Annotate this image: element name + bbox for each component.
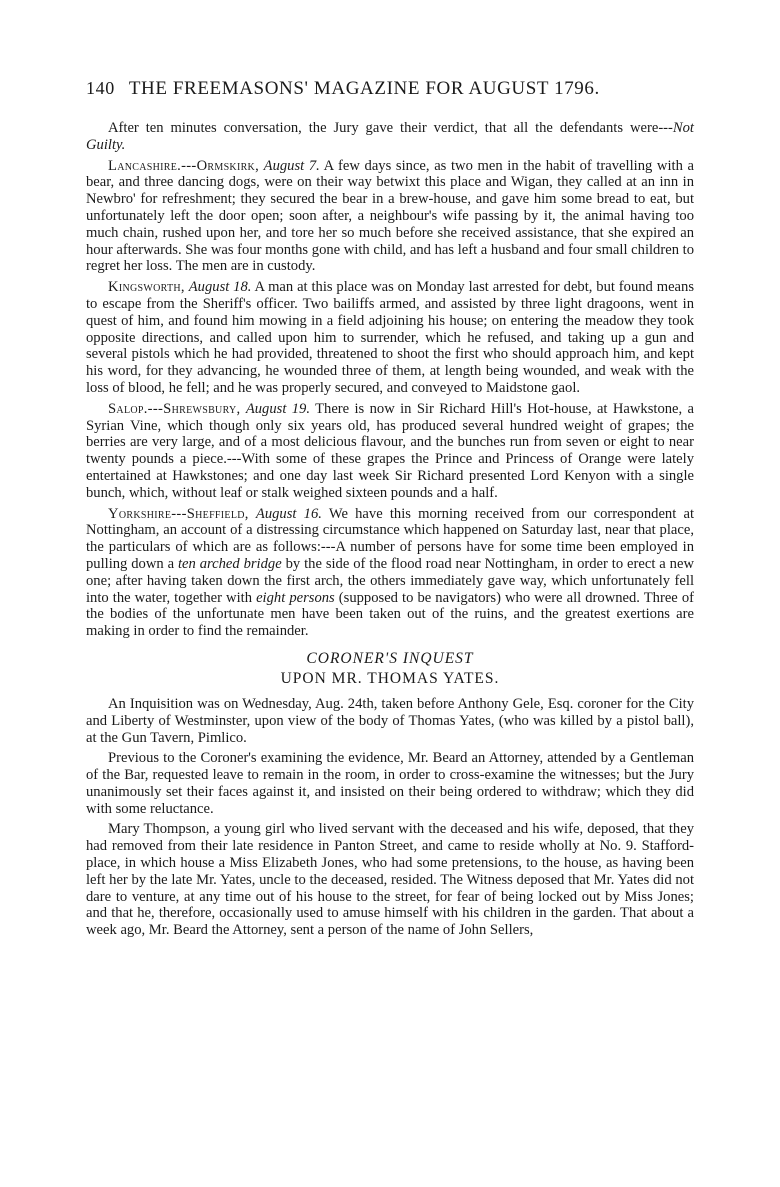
paragraph-text: (supposed to be navigators) who were all drowned. Three of the bodies of the unfortunate men have been taken out of the ruins, and the greatest exertions are making in order to find the remainder. xyxy=(86,589,694,640)
paragraph-previous: Previous to the Coroner's examining the evidence, Mr. Beard an Attorney, attended by a Gentleman of the Bar, requested leave to remain in the room, in order to cross-examine the witnesses; but the Jury unanimously set their faces against it, and insisted on their being ordered to withdraw; which they did with some reluctance. xyxy=(86,750,694,817)
page-title: THE FREEMASONS' MAGAZINE FOR AUGUST 1796. xyxy=(128,78,600,99)
paragraph-mary-thompson: Mary Thompson, a young girl who lived servant with the deceased and his wife, deposed, that they had removed from their late residence in Panton Street, and came to reside wholly at No. 9. Stafford-place, in which house a Miss Elizabeth Jones, who had some pretensions, to the house, as having been left her by the late Mr. Yates, uncle to the deceased, resided. The Witness deposed that Mr. Yates did not dare to venture, at any time out of his house to the street, for fear of being locked out by Miss Jones; and that he, therefore, occasionally used to amuse himself with his children in the garden. That about a week ago, Mr. Beard the Attorney, sent a person of the name of John Sellers, xyxy=(86,821,694,939)
place-heading: Kingsworth, xyxy=(108,279,185,296)
paragraph-text: A man at this place was on Monday last arrested for debt, but found means to escape from the Sheriff's officer. Two bailiffs armed, and assisted by three light dragoons, went in quest of him, and found him mowing in a field adjoining his house; on entering the meadow they took opposite directions, and called upon him to surrender, which he refused, and taking up a gun and several pistols which he had provided, threatened to shoot the first who should approach him, and kept his word, for they advancing, he wounded three of them, at length being wounded, and weak with the loss of blood, he fell; and he was properly secured, and conveyed to Maidstone gaol. xyxy=(86,279,694,396)
date-label: August 19. xyxy=(245,400,310,417)
paragraph-lancashire xyxy=(86,158,694,276)
paragraph-inquisition: An Inquisition was on Wednesday, Aug. 24th, taken before Anthony Gele, Esq. coroner for the City and Liberty of Westminster, upon view of the body of Thomas Yates, (who was killed by a pistol ball), at the Gun Tavern, Pimlico. xyxy=(86,695,694,746)
magazine-page xyxy=(86,78,694,943)
italic-phrase: Not Guilty. xyxy=(86,120,694,153)
paragraph-text: A few days since, as two men in the habit of travelling with a bear, and three dancing dogs, were on their way betwixt this place and Wigan, they called at an inn in Newbro' for refreshment; they secured the bear in a brew-house, and gave him some bread to eat, but unfortunately left the door open; soon after, a neighbour's wife passing by it, the animal having too much chain, rushed upon her, and tore her so much before she received assistance, that she expired an hour afterwards. She was four months gone with child, and has left a husband and four small children to regret her loss. The men are in custody. xyxy=(86,157,694,275)
place-heading: Lancashire.---Ormskirk, xyxy=(108,157,260,174)
paragraph-text: We have this morning received from our correspondent at Nottingham, an account of a distressing circumstance which happened on Saturday last, near that place, the particulars of which are as follows:---A number of persons have for some time been employed in pulling down a xyxy=(86,505,695,572)
paragraph-salop xyxy=(86,401,694,502)
paragraph-text: by the side of the flood road near Nottingham, in order to erect a new one; after having taken down the first arch, the others immediately gave way, which unfortunately fell into the water, together with xyxy=(86,555,694,606)
paragraph-yorkshire xyxy=(86,506,694,640)
section-subtitle: UPON MR. THOMAS YATES. xyxy=(280,669,500,687)
place-heading: Salop.---Shrewsbury, xyxy=(108,400,241,417)
page-number: 140 xyxy=(86,78,115,98)
section-title: CORONER'S INQUEST xyxy=(306,649,474,667)
date-label: August 18. xyxy=(188,279,252,296)
italic-phrase: eight persons xyxy=(256,589,335,606)
paragraph-text: There is now in Sir Richard Hill's Hot-house, at Hawkstone, a Syrian Vine, which though only six years old, has produced several hundred weight of grapes; the berries are very large, and of a most delicious flavour, and the bunches run from seven or eight to near twenty pounds a piece.---With some of these grapes the Prince and Princess of Orange were lately entertained at Hawkstones; and one day last week Sir Richard presented Lord Kenyon with a single bunch, which, without leaf or stalk weighed sixteen pounds and a half. xyxy=(86,400,695,501)
paragraph-kingsworth xyxy=(86,279,694,397)
date-label: August 7. xyxy=(263,157,320,174)
place-heading: Yorkshire---Sheffield, xyxy=(108,505,249,522)
italic-phrase: ten arched bridge xyxy=(177,555,282,572)
running-head xyxy=(86,78,694,100)
date-label: August 16. xyxy=(255,505,322,522)
paragraph-verdict xyxy=(86,120,694,154)
paragraph-text: After ten minutes conversation, the Jury gave their verdict, that all the defendants were--- xyxy=(108,120,673,136)
